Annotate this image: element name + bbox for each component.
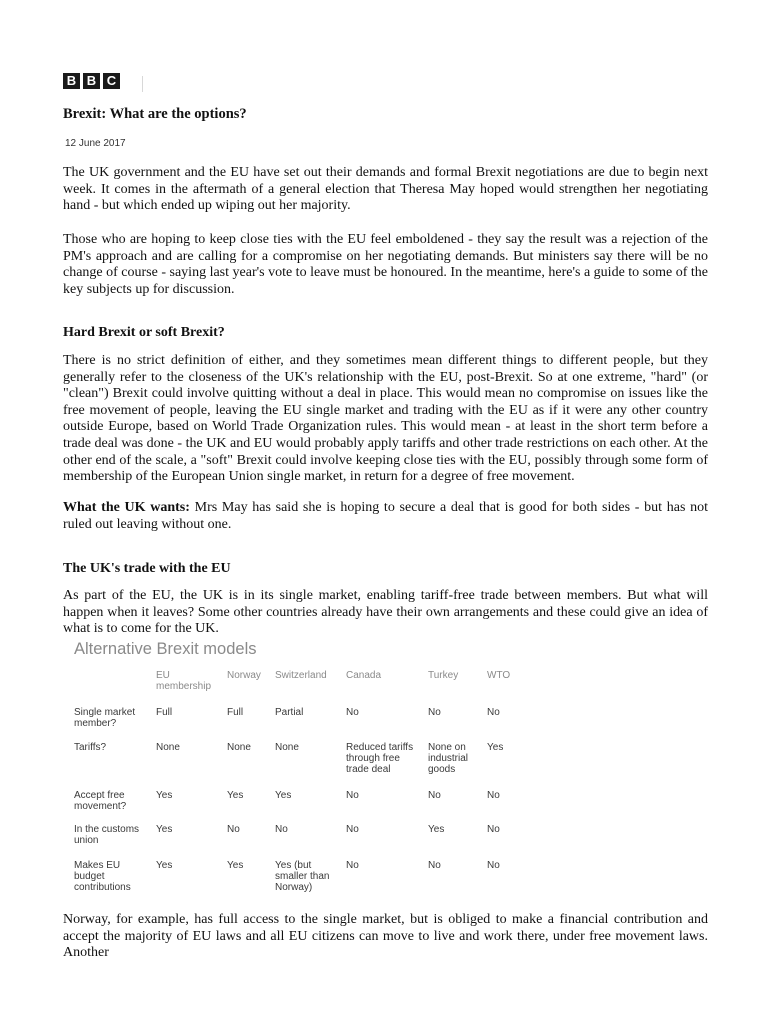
table-cell: Yes (but smaller than Norway) [275, 860, 330, 893]
column-header: Turkey [428, 670, 459, 681]
table-cell: None [227, 742, 251, 753]
paragraph-uk-wants [63, 500, 708, 533]
article-date: 12 June 2017 [65, 138, 126, 149]
table-cell: Reduced tariffs through free trade deal [346, 742, 414, 775]
logo-divider [142, 76, 143, 92]
bbc-logo-letter: B [63, 73, 80, 89]
table-cell: No [346, 790, 359, 801]
table-cell: Yes [156, 860, 173, 871]
row-label: Single market member? [74, 707, 136, 729]
table-cell: Yes [227, 860, 244, 871]
column-header: Switzerland [275, 670, 327, 681]
table-cell: Yes [428, 824, 445, 835]
table-cell: No [487, 860, 500, 871]
row-label: Makes EU budget contributions [74, 860, 131, 893]
article-title: Brexit: What are the options? [63, 106, 247, 122]
uk-wants-label: What the UK wants: [63, 500, 190, 515]
table-cell: Yes [275, 790, 292, 801]
uk-wants-text: Mrs May has said she is hoping to secure a deal that is good for both sides - but has not ruled out leaving without one. [63, 500, 708, 532]
table-cell: No [487, 707, 500, 718]
table-cell: No [487, 824, 500, 835]
bbc-logo-letter: C [103, 73, 120, 89]
column-header: WTO [487, 670, 511, 681]
bbc-logo[interactable] [63, 73, 120, 89]
table-cell: No [227, 824, 240, 835]
table-cell: No [346, 707, 359, 718]
table-cell: No [428, 860, 441, 871]
table-cell: Yes [227, 790, 244, 801]
table-cell: No [346, 824, 359, 835]
table-cell: Full [227, 707, 244, 718]
table-cell: Yes [156, 790, 173, 801]
heading-hard-soft-brexit: Hard Brexit or soft Brexit? [63, 325, 225, 340]
table-title: Alternative Brexit models [74, 640, 257, 658]
paragraph-emboldened: Those who are hoping to keep close ties with the EU feel emboldened - they say the result was a rejection of the PM's approach and are calling for a compromise on her negotiating demands. But ministers say there will be no change of course - saying last year's vote to leave must be honoured. In the meantime, here's a guide to some of the key subjects up for discussion. [63, 232, 708, 297]
table-cell: Yes [487, 742, 504, 753]
column-header: Canada [346, 670, 382, 681]
table-cell: None [156, 742, 180, 753]
paragraph-hard-soft: There is no strict definition of either, and they sometimes mean different things to different people, but they generally refer to the closeness of the UK's relationship with the EU, post-Brexit. So at one extreme, "hard" (or "clean") Brexit could involve quitting without a deal in place. This would mean no compromise on issues like the free movement of people, leaving the EU single market and trading with the EU as if it were any other country outside Europe, based on World Trade Organization rules. This would mean - at least in the short term before a trade deal was done - the UK and EU would probably apply tariffs and other trade restrictions on each other. At the other end of the scale, a "soft" Brexit could involve keeping close ties with the EU, possibly through some form of membership of the European Union single market, in return for a degree of free movement. [63, 353, 708, 485]
table-cell: Yes [156, 824, 173, 835]
table-cell: No [346, 860, 359, 871]
table-cell: No [487, 790, 500, 801]
row-label: Tariffs? [74, 742, 107, 753]
table-cell: None [275, 742, 299, 753]
bbc-logo-letter: B [83, 73, 100, 89]
paragraph-intro: The UK government and the EU have set out their demands and formal Brexit negotiations are due to begin next week. It comes in the aftermath of a general election that Theresa May hoped would strengthen her negotiating hand - but which ended up wiping out her majority. [63, 165, 708, 214]
row-label: Accept free movement? [74, 790, 127, 812]
table-cell: Full [156, 707, 173, 718]
paragraph-norway: Norway, for example, has full access to the single market, but is obliged to make a financial contribution and accept the majority of EU laws and all EU citizens can move to live and work there, under free movement laws. Another [63, 912, 708, 961]
paragraph-trade: As part of the EU, the UK is in its single market, enabling tariff-free trade between members. But what will happen when it leaves? Some other countries already have their own arrangements and these could give an idea of what is to come for the UK. [63, 588, 708, 637]
table-cell: Partial [275, 707, 304, 718]
row-label: In the customs union [74, 824, 140, 846]
table-cell: No [275, 824, 288, 835]
table-cell: No [428, 790, 441, 801]
table-cell: None on industrial goods [428, 742, 469, 775]
brexit-models-table [74, 666, 524, 898]
column-header: EU membership [156, 670, 212, 692]
table-cell: No [428, 707, 441, 718]
heading-uk-trade: The UK's trade with the EU [63, 561, 231, 576]
column-header: Norway [227, 670, 261, 681]
